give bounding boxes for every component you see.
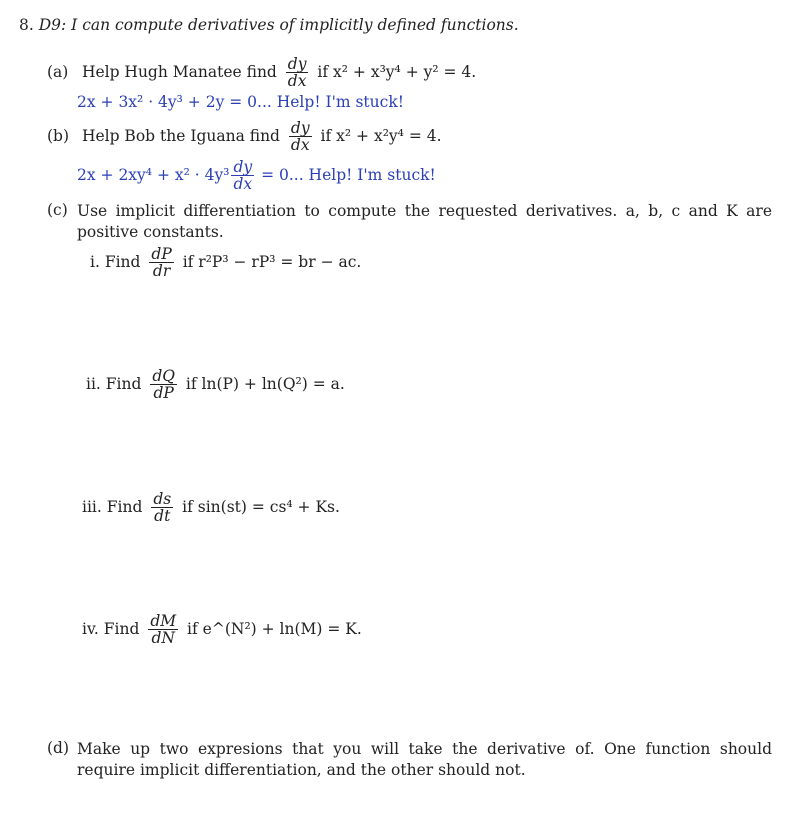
item-ii-derivative <box>150 368 177 402</box>
part-b-attempt-before: 2x + 2xy⁴ + x² · 4y³ <box>77 165 230 184</box>
part-c-label: (c) <box>47 201 68 219</box>
item-ii-equation: if ln(P) + ln(Q²) = a. <box>185 374 345 393</box>
item-iv-equation: if e^(N²) + ln(M) = K. <box>187 619 362 638</box>
item-ii-frac-num: dQ <box>152 367 175 385</box>
item-ii-frac-den: dP <box>153 384 174 403</box>
part-b-equation: if x² + x²y⁴ = 4. <box>320 126 442 145</box>
part-b-frac-num: dy <box>290 119 310 137</box>
part-b-attempt-frac-num: dy <box>233 158 253 176</box>
part-a-question <box>47 56 476 90</box>
part-c-item-iii <box>82 491 340 525</box>
part-c-item-ii <box>86 368 345 402</box>
part-a-attempt: 2x + 3x² · 4y³ + 2y = 0... Help! I'm stuck! <box>77 93 404 111</box>
item-iii-derivative <box>151 491 173 525</box>
item-i-frac-num: dP <box>151 245 172 263</box>
item-i-derivative <box>149 246 173 280</box>
item-iii-label: iii. <box>82 497 102 516</box>
part-c-item-i <box>90 246 361 280</box>
item-iii-frac-den: dt <box>154 507 171 526</box>
part-a-equation: if x² + x³y⁴ + y² = 4. <box>317 62 477 81</box>
part-b-attempt <box>77 159 436 193</box>
problem-title: D9: I can compute derivatives of implicitly defined functions. <box>38 16 519 34</box>
item-iv-frac-num: dM <box>150 612 177 630</box>
item-ii-label: ii. <box>86 374 101 393</box>
part-b-attempt-frac-den: dx <box>233 175 253 194</box>
part-b-attempt-after: = 0... Help! I'm stuck! <box>261 165 436 184</box>
item-iv-frac-den: dN <box>151 629 175 648</box>
item-iii-equation: if sin(st) = cs⁴ + Ks. <box>182 497 340 516</box>
part-a-label: (a) <box>47 62 69 81</box>
item-i-frac-den: dr <box>152 262 171 281</box>
item-i-equation: if r²P³ − rP³ = br − ac. <box>182 252 362 271</box>
part-a-derivative <box>286 56 309 90</box>
part-a-frac-num: dy <box>287 55 307 73</box>
part-b-frac-den: dx <box>290 136 310 155</box>
part-b-label: (b) <box>47 126 70 145</box>
item-iii-find: Find <box>106 497 143 516</box>
part-c-text: Use implicit differentiation to compute the requested derivatives. a, b, c and K are positive constants. <box>77 202 772 241</box>
item-iii-frac-num: ds <box>153 490 172 508</box>
problem-header <box>19 16 519 34</box>
part-b-question <box>47 120 442 154</box>
item-i-label: i. <box>90 252 100 271</box>
part-b-derivative <box>289 120 312 154</box>
part-d-text: Make up two expresions that you will take the derivative of. One function should require implicit differentiation, and the other should not. <box>77 740 772 779</box>
part-a-prompt: Help Hugh Manatee find <box>81 62 277 81</box>
part-c-item-iv <box>82 613 362 647</box>
item-iv-derivative <box>148 613 178 647</box>
part-b-prompt: Help Bob the Iguana find <box>81 126 280 145</box>
item-ii-find: Find <box>105 374 142 393</box>
part-a-frac-den: dx <box>287 72 307 91</box>
item-i-find: Find <box>104 252 141 271</box>
item-iv-label: iv. <box>82 619 99 638</box>
part-b-attempt-derivative <box>231 159 254 193</box>
part-d-label: (d) <box>47 739 70 757</box>
problem-number: 8. <box>19 16 34 34</box>
item-iv-find: Find <box>103 619 140 638</box>
